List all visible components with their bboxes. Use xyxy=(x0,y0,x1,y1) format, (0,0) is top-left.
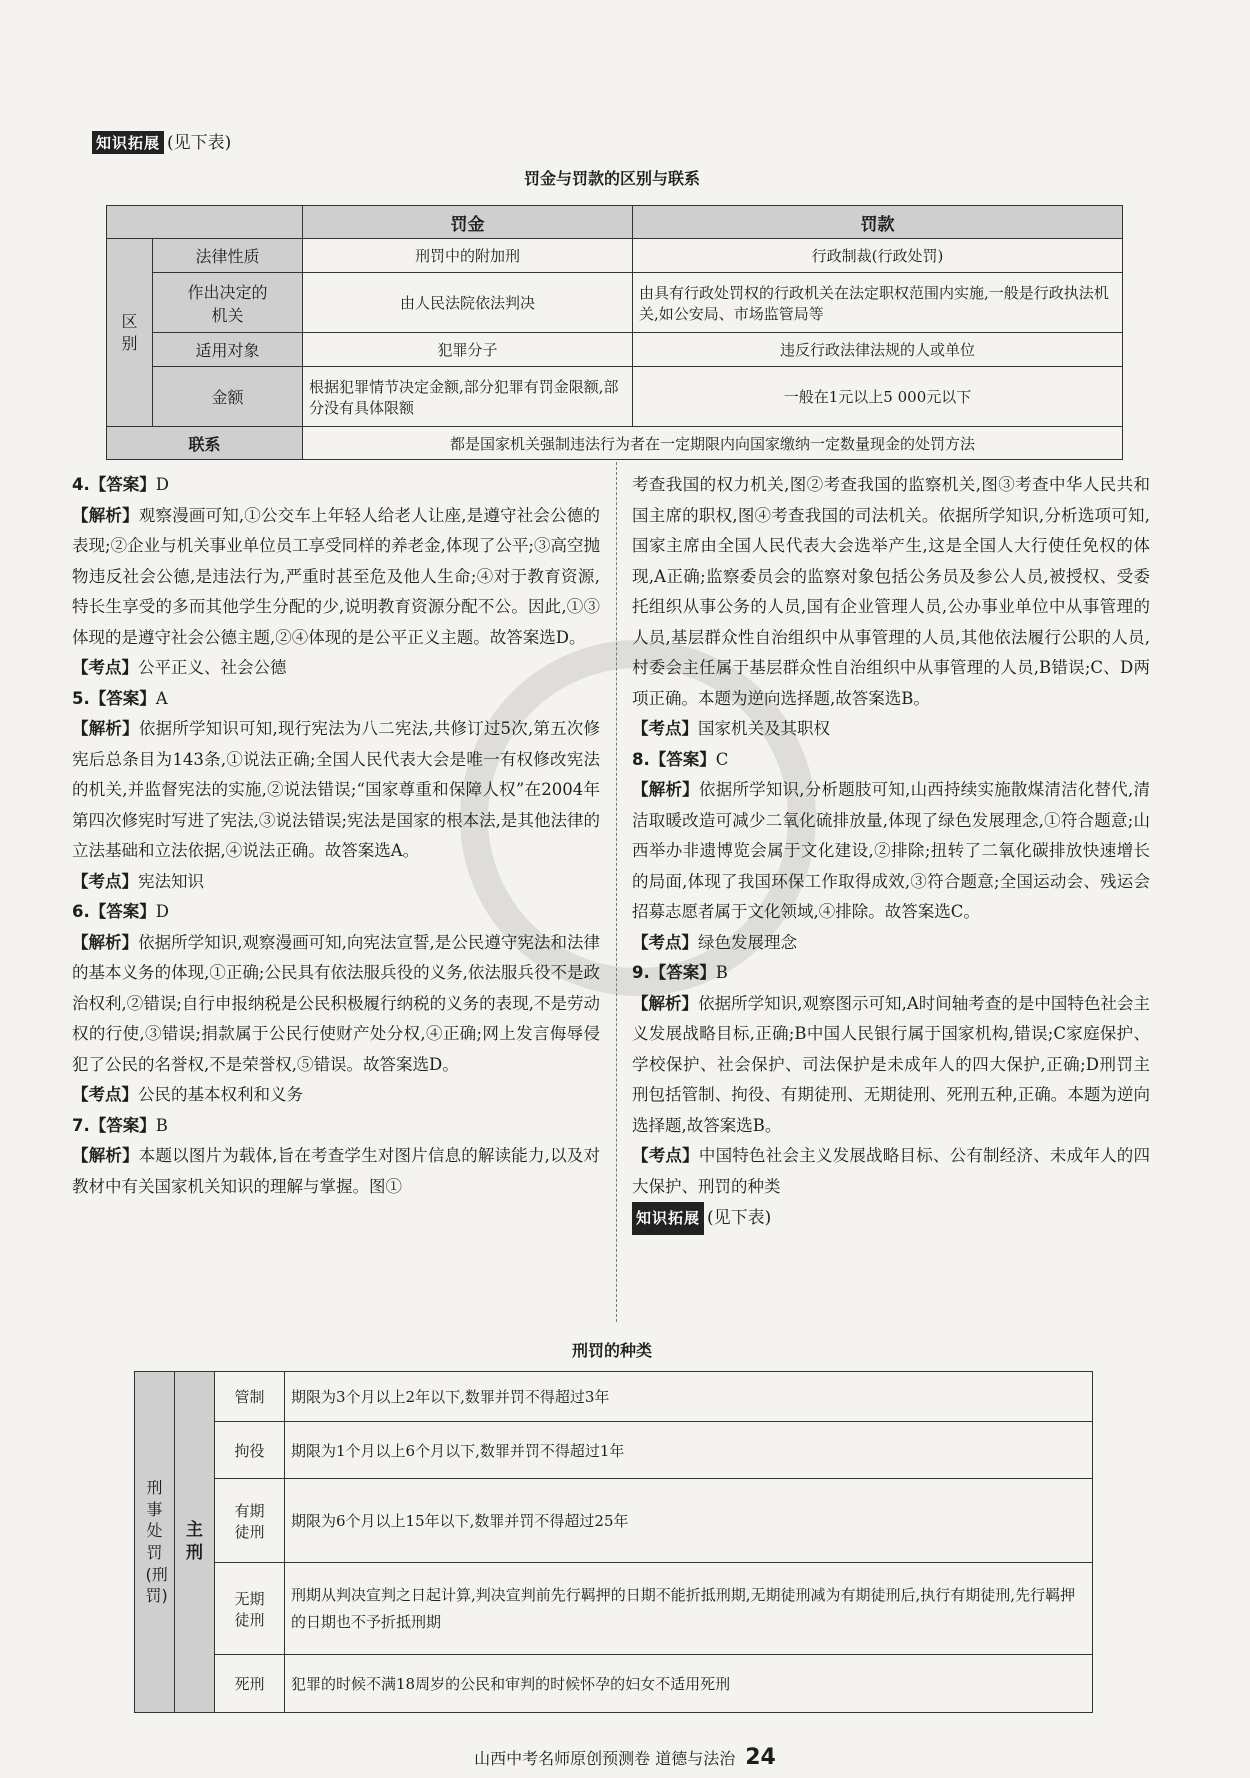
penalty-name: 管制 xyxy=(215,1372,285,1422)
knowledge-extension-badge: 知识拓展 xyxy=(632,1202,704,1235)
row-label: 法律性质 xyxy=(153,239,303,273)
key-point-line: 【考点】绿色发展理念 xyxy=(632,932,797,952)
table1-title: 罚金与罚款的区别与联系 xyxy=(523,169,700,188)
penalty-name: 无期徒刑 xyxy=(215,1563,285,1655)
answer-line: 8.【答案】C xyxy=(632,749,729,769)
group-label-principal-penalty: 主刑 xyxy=(175,1372,215,1713)
penalty-desc: 期限为6个月以上15年以下,数罪并罚不得超过25年 xyxy=(285,1479,1093,1563)
penalty-name: 死刑 xyxy=(215,1655,285,1713)
knowledge-extension-badge: 知识拓展 xyxy=(92,131,164,154)
column-divider xyxy=(616,462,617,1322)
page-number: 24 xyxy=(745,1745,776,1770)
cell-penalty: 由具有行政处罚权的行政机关在法定职权范围内实施,一般是行政执法机关,如公安局、市场监管局等 xyxy=(633,273,1123,333)
col-header-penalty: 罚款 xyxy=(633,206,1123,239)
left-column xyxy=(72,470,600,1202)
right-column xyxy=(632,470,1150,1235)
analysis-paragraph: 【解析】依据所学知识,观察图示可知,A时间轴考查的是中国特色社会主义发展战略目标,正确;B中国人民银行属于国家机构,错误;C家庭保护、学校保护、社会保护、司法保护是未成年人的四大保护,正确;D刑罚主刑包括管制、拘役、有期徒刑、无期徒刑、死刑五种,正确。本题为逆向选择题,故答案选B。 xyxy=(632,993,1151,1135)
answer-line: 6.【答案】D xyxy=(72,902,169,921)
cell-fine: 犯罪分子 xyxy=(303,333,633,367)
key-point-line: 【考点】公民的基本权利和义务 xyxy=(72,1085,303,1104)
see-table-text: (见下表) xyxy=(167,133,232,153)
penalty-desc: 犯罪的时候不满18周岁的公民和审判的时候怀孕的妇女不适用死刑 xyxy=(285,1655,1093,1713)
analysis-paragraph: 【解析】依据所学知识,观察漫画可知,向宪法宣誓,是公民遵守宪法和法律的基本义务的体现,①正确;公民具有依法服兵役的义务,依法服兵役不是政治权利,②错误;自行申报纳税是公民积极履行纳税的义务的表现,不是劳动权的行使,③错误;捐款属于公民行使财产处分权,④正确;网上发言侮辱侵犯了公民的名誉权,不是荣誉权,⑤错误。故答案选D。 xyxy=(72,932,600,1074)
cell-fine: 由人民法院依法判决 xyxy=(303,273,633,333)
knowledge-extension-note xyxy=(92,128,231,154)
row-label: 适用对象 xyxy=(153,333,303,367)
cell-fine: 根据犯罪情节决定金额,部分犯罪有罚金限额,部分没有具体限额 xyxy=(303,367,633,427)
analysis-paragraph: 【解析】依据所学知识可知,现行宪法为八二宪法,共修订过5次,第五次修宪后总条目为143条,①说法正确;全国人民代表大会是唯一有权修改宪法的机关,并监督宪法的实施,②说法错误;“国家尊重和保障人权”在2004年第四次修宪时写进了宪法,③说法错误;宪法是国家的根本法,是其他法律的立法基础和立法依据,④说法正确。故答案选A。 xyxy=(72,719,601,860)
answer-line: 9.【答案】B xyxy=(632,963,728,982)
fine-comparison-table xyxy=(106,205,1123,460)
penalty-name: 有期徒刑 xyxy=(215,1479,285,1563)
penalty-types-table xyxy=(134,1371,1093,1713)
key-point-line: 【考点】宪法知识 xyxy=(72,871,204,891)
analysis-paragraph: 【解析】本题以图片为载体,旨在考查学生对图片信息的解读能力,以及对教材中有关国家机关知识的理解与掌握。图① xyxy=(72,1146,600,1196)
outer-label-criminal-penalty: 刑事处罚(刑罚) xyxy=(135,1372,175,1713)
penalty-desc: 期限为1个月以上6个月以下,数罪并罚不得超过1年 xyxy=(285,1422,1093,1479)
knowledge-extension-note: 知识拓展 (见下表) xyxy=(632,1202,1150,1235)
col-header-fine: 罚金 xyxy=(303,206,633,239)
cell-penalty: 违反行政法律法规的人或单位 xyxy=(633,333,1123,367)
footer-title: 山西中考名师原创预测卷 道德与法治 xyxy=(474,1749,736,1768)
row-label: 作出决定的机关 xyxy=(153,273,303,333)
penalty-desc: 刑期从判决宣判之日起计算,判决宣判前先行羁押的日期不能折抵刑期,无期徒刑减为有期徒刑后,执行有期徒刑,先行羁押的日期也不予折抵刑期 xyxy=(285,1563,1093,1655)
penalty-name: 拘役 xyxy=(215,1422,285,1479)
key-point-line: 【考点】中国特色社会主义发展战略目标、公有制经济、未成年人的四大保护、刑罚的种类 xyxy=(632,1146,1151,1196)
key-point-line: 【考点】国家机关及其职权 xyxy=(632,719,830,738)
answer-line: 5.【答案】A xyxy=(72,688,168,708)
analysis-paragraph: 【解析】依据所学知识,分析题肢可知,山西持续实施散煤清洁化替代,清洁取暖改造可减少二氧化硫排放量,体现了绿色发展理念,①符合题意;山西举办非遗博览会属于文化建设,②排除;扭转了二氧化碳排放快速增长的局面,体现了我国环保工作取得成效,③符合题意;全国运动会、残运会招募志愿者属于文化领域,④排除。故答案选C。 xyxy=(632,780,1150,921)
cell-penalty: 一般在1元以上5 000元以下 xyxy=(633,367,1123,427)
group-label-difference: 区别 xyxy=(107,239,153,427)
answer-line: 7.【答案】B xyxy=(72,1115,168,1135)
key-point-line: 【考点】公平正义、社会公德 xyxy=(72,658,287,677)
link-label: 联系 xyxy=(107,427,303,460)
table1-corner xyxy=(107,206,303,239)
row-label: 金额 xyxy=(153,367,303,427)
cell-penalty: 行政制裁(行政处罚) xyxy=(633,239,1123,273)
analysis-paragraph: 【解析】观察漫画可知,①公交车上年轻人给老人让座,是遵守社会公德的表现;②企业与机关事业单位员工享受同样的养老金,体现了公平;③高空抛物违反社会公德,是违法行为,严重时甚至危及他人生命;④对于教育资源,特长生享受的多而其他学生分配的少,说明教育资源分配不公。因此,①③体现的是遵守社会公德主题,②④体现的是公平正义主题。故答案选D。 xyxy=(72,505,600,647)
link-text: 都是国家机关强制违法行为者在一定期限内向国家缴纳一定数量现金的处罚方法 xyxy=(303,427,1123,460)
cell-fine: 刑罚中的附加刑 xyxy=(303,239,633,273)
table2-title: 刑罚的种类 xyxy=(571,1341,652,1360)
answer-line: 4.【答案】D xyxy=(72,475,169,494)
page-footer xyxy=(0,1745,1250,1770)
analysis-paragraph: 考查我国的权力机关,图②考查我国的监察机关,图③考查中华人民共和国主席的职权,图④考查我国的司法机关。依据所学知识,分析选项可知,国家主席由全国人民代表大会选举产生,这是全国人大行使任免权的体现,A正确;监察委员会的监察对象包括公务员及参公人员,被授权、受委托组织从事公务的人员,国有企业管理人员,公办事业单位中从事管理的人员,基层群众性自治组织中从事管理的人员,其他依法履行公职的人员,村委会主任属于基层群众性自治组织中从事管理的人员,B错误;C、D两项正确。本题为逆向选择题,故答案选B。 xyxy=(632,475,1150,708)
penalty-desc: 期限为3个月以上2年以下,数罪并罚不得超过3年 xyxy=(285,1372,1093,1422)
